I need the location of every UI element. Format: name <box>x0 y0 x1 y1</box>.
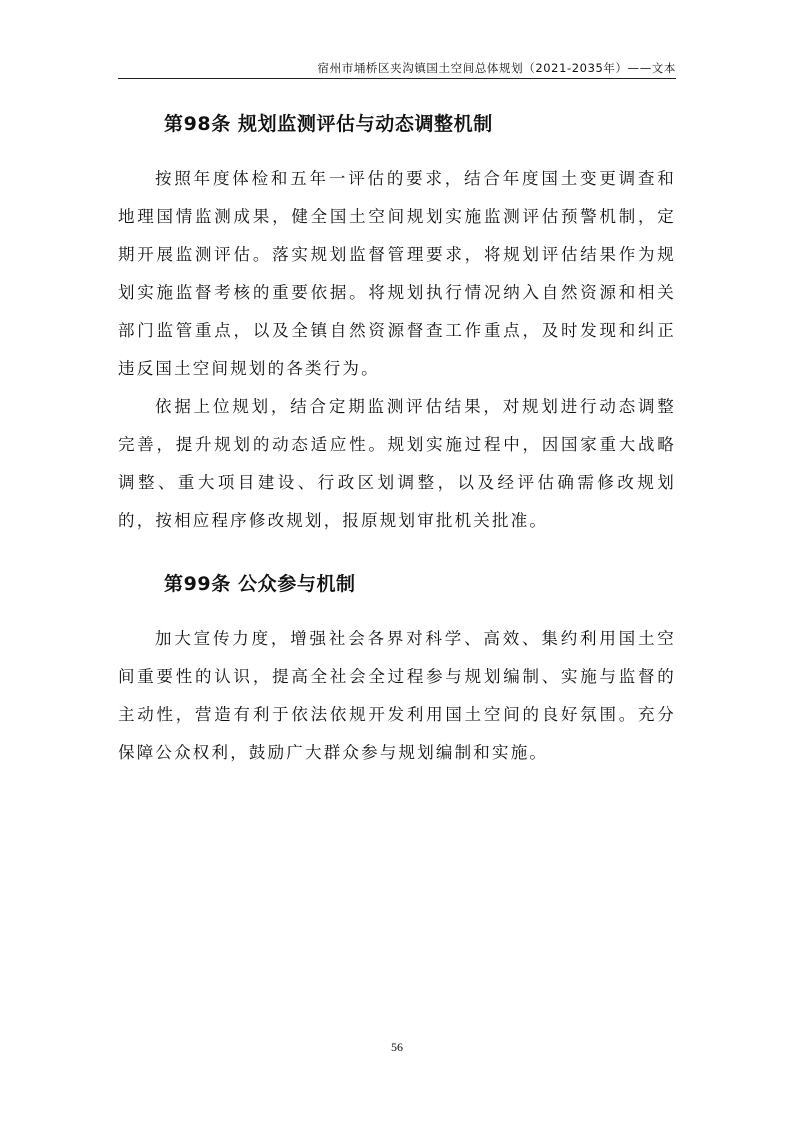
spacer <box>118 152 676 160</box>
document-body <box>118 96 676 772</box>
section-heading-98: 第98条 规划监测评估与动态调整机制 <box>164 113 493 135</box>
section-99-paragraph-1: 加大宣传力度，增强社会各界对科学、高效、集约利用国土空间重要性的认识，提高全社会全过程参与规划编制、实施与监督的主动性，营造有利于依法依规开发利用国土空间的良好氛围。充分保障公众权利，鼓励广大群众参与规划编制和实施。 <box>118 629 676 762</box>
spacer <box>118 540 676 556</box>
section-98-paragraph-1: 按照年度体检和五年一评估的要求，结合年度国土变更调查和地理国情监测成果，健全国土空间规划实施监测评估预警机制，定期开展监测评估。落实规划监督管理要求，将规划评估结果作为规划实施监督考核的重要依据。将规划执行情况纳入自然资源和相关部门监管重点，以及全镇自然资源督查工作重点，及时发现和纠正违反国土空间规划的各类行为。 <box>118 169 676 378</box>
header-divider <box>118 78 676 79</box>
header-title: 宿州市埇桥区夹沟镇国土空间总体规划（2021-2035年）——文本 <box>317 61 676 75</box>
section-98-paragraph-2: 依据上位规划，结合定期监测评估结果，对规划进行动态调整完善，提升规划的动态适应性。规划实施过程中，因国家重大战略调整、重大项目建设、行政区划调整，以及经评估确需修改规划的，按相应程序修改规划，报原规划审批机关批准。 <box>118 397 676 530</box>
page-header <box>118 0 676 80</box>
spacer <box>118 612 676 620</box>
section-heading-99: 第99条 公众参与机制 <box>164 573 356 595</box>
page-number: 56 <box>391 1040 403 1054</box>
